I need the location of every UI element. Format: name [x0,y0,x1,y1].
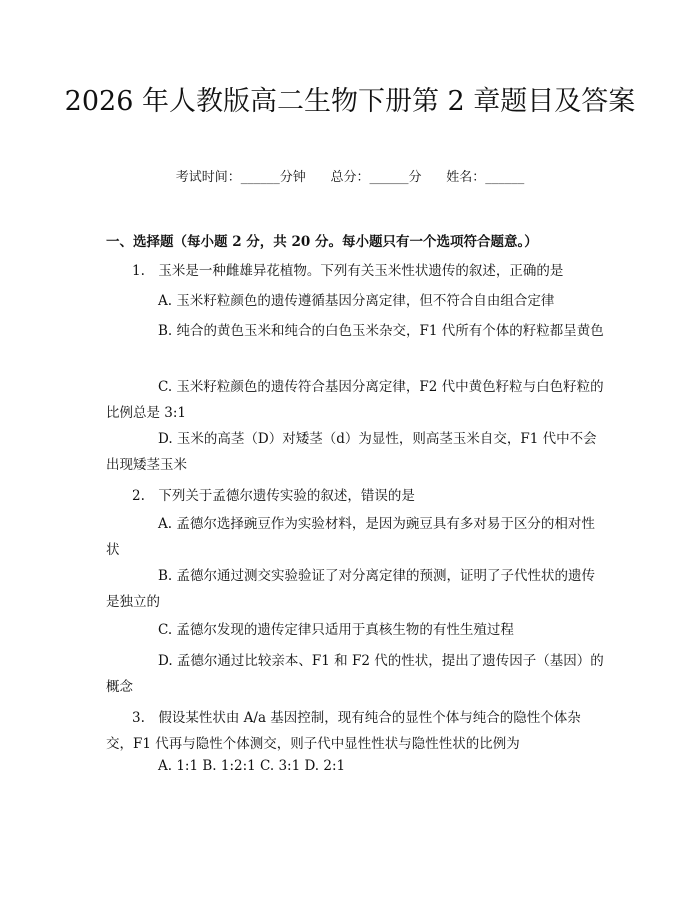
question-2-option-a: A. 孟德尔选择豌豆作为实验材料，是因为豌豆具有多对易于区分的相对性状 [106,516,595,558]
question-1-option-d: D. 玉米的高茎（D）对矮茎（d）为显性，则高茎玉米自交，F1 代中不会出现矮茎玉米 [106,431,597,473]
question-2-option-b: B. 孟德尔通过测交实验验证了对分离定律的预测，证明了子代性状的遗传是独立的 [106,568,596,610]
exam-info-line: 考试时间：______分钟 总分：______分 姓名：______ [175,170,525,185]
question-1-option-a: A. 玉米籽粒颜色的遗传遵循基因分离定律，但不符合自由组合定律 [158,293,555,309]
question-2-option-d: D. 孟德尔通过比较亲本、F1 和 F2 代的性状，提出了遗传因子（基因）的概念 [106,653,604,695]
question-1-option-b: B. 纯合的黄色玉米和纯合的白色玉米杂交，F1 代所有个体的籽粒都呈黄色 [158,323,604,339]
question-2-stem: 2. 下列关于孟德尔遗传实验的叙述，错误的是 [132,488,415,504]
question-3-stem: 3. 假设某性状由 A/a 基因控制，现有纯合的显性个体与纯合的隐性个体杂交，F1 代再与隐性个体测交，则子代中显性性状与隐性性状的比例为 [106,710,581,752]
question-1-option-c: C. 玉米籽粒颜色的遗传符合基因分离定律，F2 代中黄色籽粒与白色籽粒的比例总是 3:1 [106,379,604,421]
section-heading: 一、选择题（每小题 2 分，共 20 分。每小题只有一个选项符合题意。） [106,234,538,250]
page-title: 2026 年人教版高二生物下册第 2 章题目及答案 [64,86,636,117]
question-2-option-c: C. 孟德尔发现的遗传定律只适用于真核生物的有性生殖过程 [158,622,514,638]
question-3-options: A. 1:1 B. 1:2:1 C. 3:1 D. 2:1 [158,758,346,774]
question-1-stem: 1. 玉米是一种雌雄异花植物。下列有关玉米性状遗传的叙述，正确的是 [132,263,564,279]
